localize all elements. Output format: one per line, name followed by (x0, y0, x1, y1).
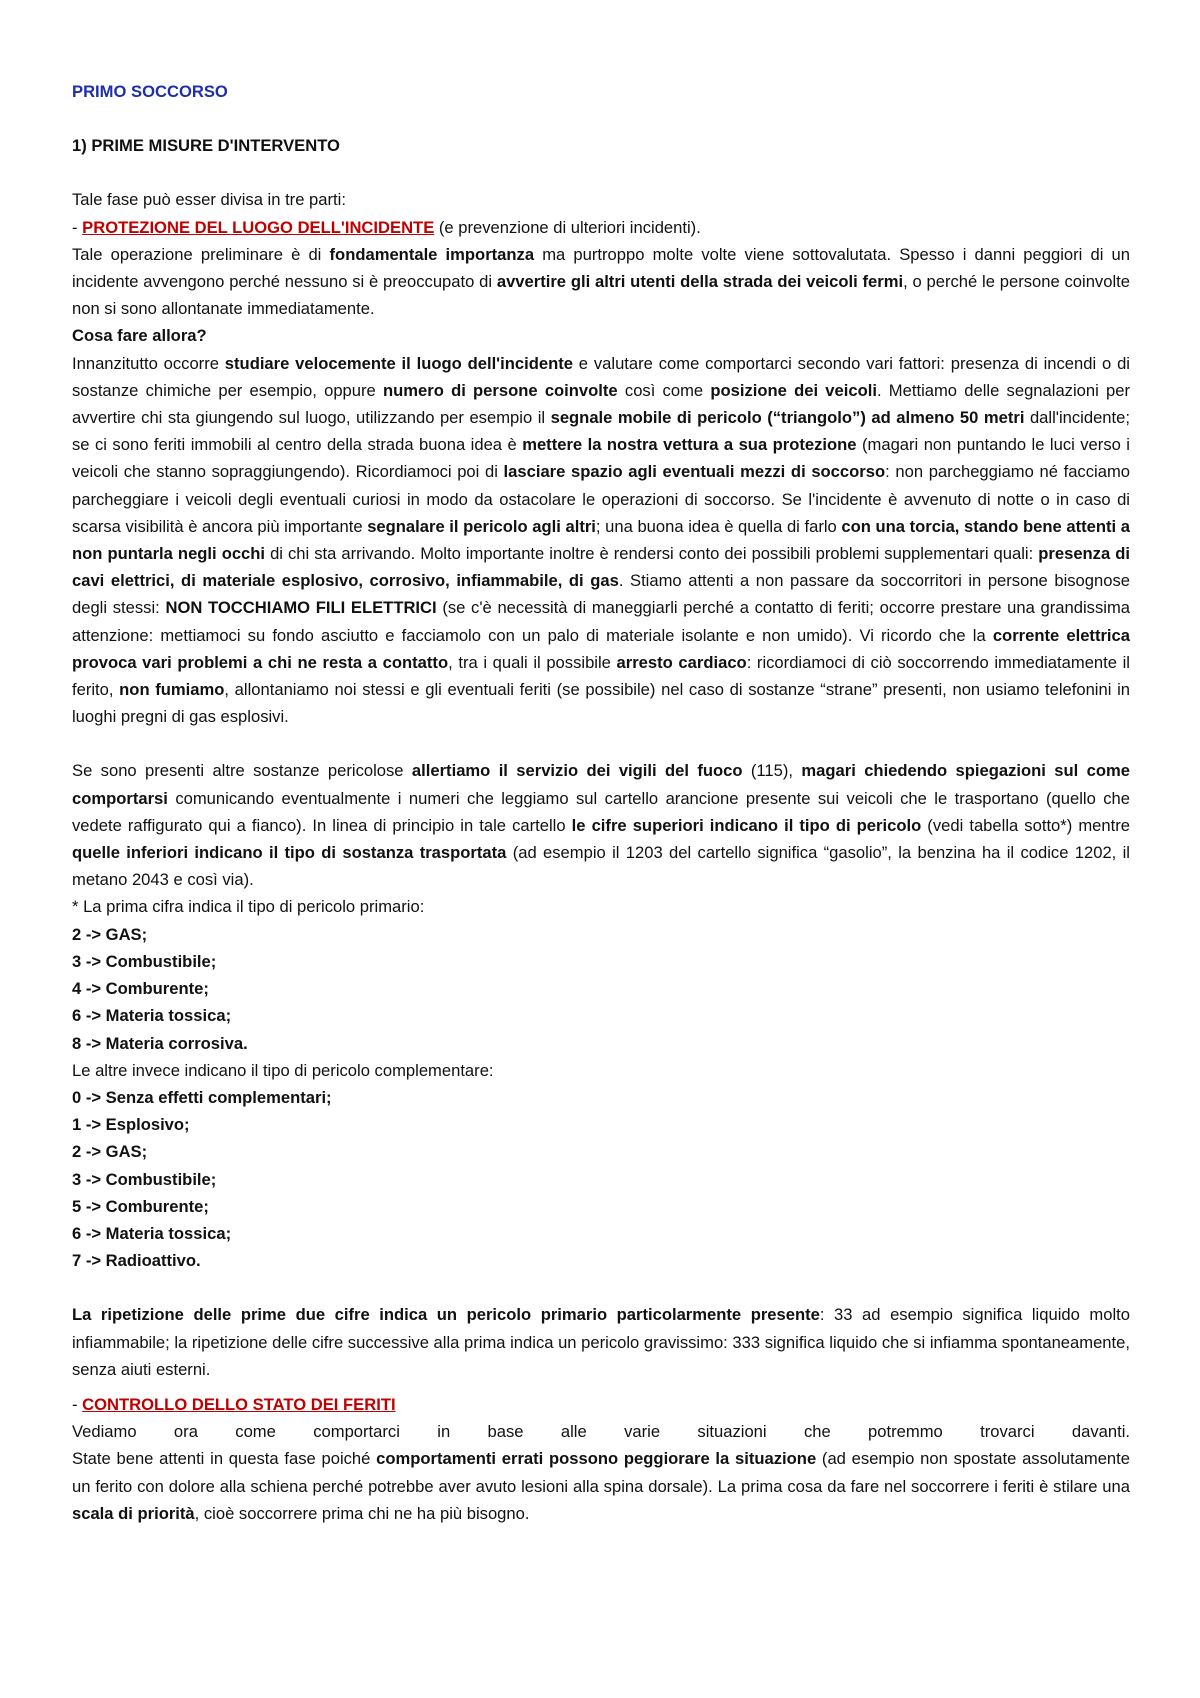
list-item: 6 -> Materia tossica; (72, 1006, 232, 1026)
list-item: 1 -> Esplosivo; (72, 1115, 190, 1135)
document-title: PRIMO SOCCORSO (72, 82, 228, 101)
item-controllo-label: CONTROLLO DELLO STATO DEI FERITI (82, 1394, 396, 1414)
list-item: 4 -> Comburente; (72, 979, 209, 999)
paragraph-5: State bene attenti in questa fase poiché comportamenti errati possono peggiorare la situazione (ad esempio non spostate assolutamente un ferito con dolore alla schiena perché potrebbe aver avuto lesioni alla spina dorsale). La prima cosa da fare nel soccorrere i feriti è stilare una scala di priorità, cioè soccorrere prima chi ne ha più bisogno. (72, 1449, 1130, 1523)
list-item: 3 -> Combustibile; (72, 1169, 217, 1189)
list-item: 0 -> Senza effetti complementari; (72, 1087, 332, 1107)
paragraph-4: La ripetizione delle prime due cifre indica un pericolo primario particolarmente presente: 33 ad esempio significa liquido molto infiammabile; la ripetizione delle cifre successive alla prima indica un pericolo gravissimo: 333 significa liquido che si infiamma spontaneamente, senza aiuti esterni. (72, 1305, 1130, 1379)
paragraph-3: Se sono presenti altre sostanze pericolose allertiamo il servizio dei vigili del fuoco (115), magari chiedendo spiegazioni sul come comportarsi comunicando eventualmente i numeri che leggiamo sul cartello arancione presente sui veicoli che le trasportano (quello che vedete raffigurato qui a fianco). In linea di principio in tale cartello le cifre superiori indicano il tipo di pericolo (vedi tabella sotto*) mentre quelle inferiori indicano il tipo di sostanza trasportata (ad esempio il 1203 del cartello significa “gasolio”, la benzina ha il codice 1202, il metano 2043 e così via). (72, 761, 1130, 890)
section-heading: 1) PRIME MISURE D'INTERVENTO (72, 136, 340, 156)
dash: - (72, 1394, 83, 1414)
list-item: 2 -> GAS; (72, 1142, 148, 1162)
list-item: 5 -> Comburente; (72, 1196, 209, 1216)
paragraph-5-intro: Vediamo ora come comportarci in base alle varie situazioni che potremmo trovarci davanti. (72, 1422, 1130, 1442)
list-item: 8 -> Materia corrosiva. (72, 1033, 248, 1053)
document-page (72, 78, 1130, 1527)
complementary-danger-intro: Le altre invece indicano il tipo di pericolo complementare: (72, 1060, 494, 1080)
list-item: 7 -> Radioattivo. (72, 1251, 201, 1271)
paragraph-1: Tale operazione preliminare è di fondamentale importanza ma purtroppo molte volte viene sottovalutata. Spesso i danni peggiori di un incidente avvengono perché nessuno si è preoccupato di avvertire gli altri utenti della strada dei veicoli fermi, o perché le persone coinvolte non si sono allontanate immediatamente. (72, 244, 1131, 319)
complementary-danger-list (72, 1084, 1130, 1274)
item-protezione (72, 214, 1130, 241)
item-controllo (72, 1391, 1130, 1418)
question-heading: Cosa fare allora? (72, 326, 207, 346)
intro-text: Tale fase può esser divisa in tre parti: (72, 190, 346, 210)
item-protezione-label: PROTEZIONE DEL LUOGO DELL'INCIDENTE (82, 217, 435, 237)
list-item: 6 -> Materia tossica; (72, 1223, 232, 1243)
primary-danger-intro: * La prima cifra indica il tipo di pericolo primario: (72, 897, 425, 917)
dash: - (72, 217, 83, 237)
item-protezione-rest: (e prevenzione di ulteriori incidenti). (434, 217, 701, 237)
paragraph-2: Innanzitutto occorre studiare velocemente il luogo dell'incidente e valutare come comportarci secondo vari fattori: presenza di incendi o di sostanze chimiche per esempio, oppure numero di persone coinvolte così come posizione dei veicoli. Mettiamo delle segnalazioni per avvertire chi sta giungendo sul luogo, utilizzando per esempio il segnale mobile di pericolo (“triangolo”) ad almeno 50 metri dall'incidente; se ci sono feriti immobili al centro della strada buona idea è mettere la nostra vettura a sua protezione (magari non puntando le luci verso i veicoli che stanno sopraggiungendo). Ricordiamoci poi di lasciare spazio agli eventuali mezzi di soccorso: non parcheggiamo né facciamo parcheggiare i veicoli degli eventuali curiosi in modo da ostacolare le operazioni di soccorso. Se l'incidente è avvenuto di notte o in caso di scarsa visibilità è ancora più importante segnalare il pericolo agli altri; una buona idea è quella di farlo con una torcia, stando bene attenti a non puntarla negli occhi di chi sta arrivando. Molto importante inoltre è rendersi conto dei possibili problemi supplementari quali: presenza di cavi elettrici, di materiale esplosivo, corrosivo, infiammabile, di gas. Stiamo attenti a non passare da soccorritori in persone bisognose degli stessi: NON TOCCHIAMO FILI ELETTRICI (se c'è necessità di maneggiarli perché a contatto di feriti; occorre prestare una grandissima attenzione: mettiamoci su fondo asciutto e facciamolo con un palo di materiale isolante e non umido). Vi ricordo che la corrente elettrica provoca vari problemi a chi ne resta a contatto, tra i quali il possibile arresto cardiaco: ricordiamoci di ciò soccorrendo immediatamente il ferito, non fumiamo, allontaniamo noi stessi e gli eventuali feriti (se possibile) nel caso di sostanze “strane” presenti, non usiamo telefonini in luoghi pregni di gas esplosivi. (72, 353, 1131, 727)
list-item: 2 -> GAS; (72, 924, 148, 944)
primary-danger-list (72, 921, 1130, 1057)
list-item: 3 -> Combustibile; (72, 951, 217, 971)
